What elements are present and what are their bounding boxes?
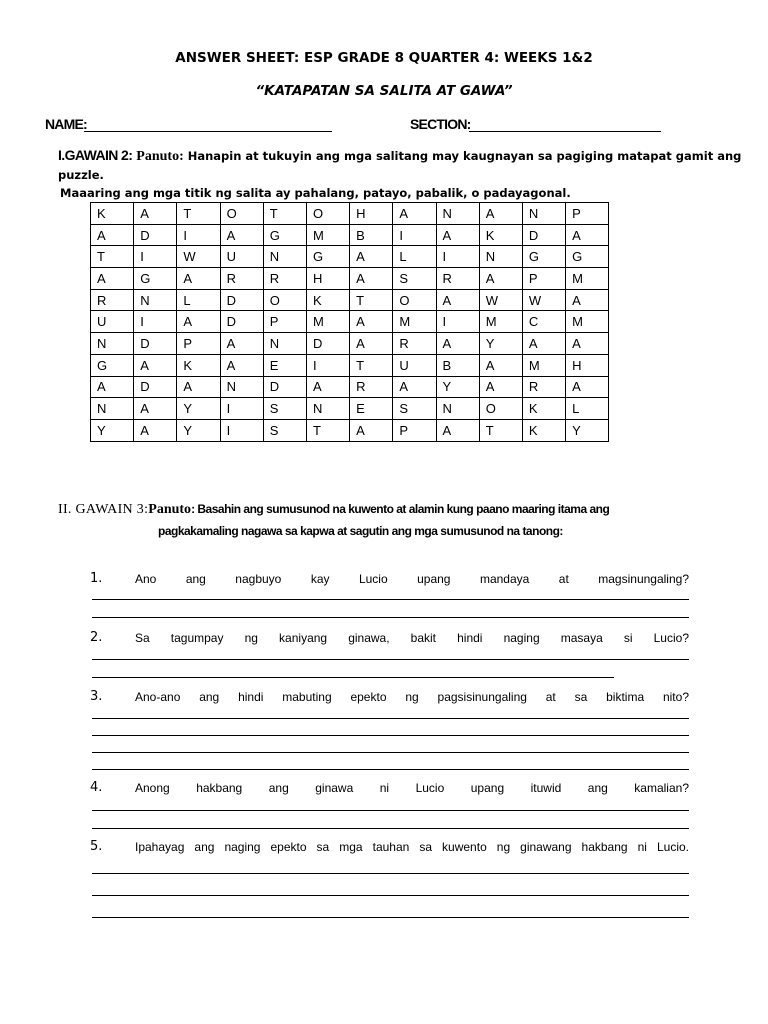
puzzle-cell[interactable]: I [220,419,263,441]
puzzle-cell[interactable]: Y [177,398,220,420]
puzzle-cell[interactable]: A [134,354,177,376]
puzzle-cell[interactable]: A [566,376,609,398]
puzzle-cell[interactable]: G [566,246,609,268]
answer-line[interactable] [92,828,689,829]
puzzle-cell[interactable]: A [134,398,177,420]
puzzle-row [91,333,609,355]
question-number: 5. [90,839,103,854]
puzzle-row [91,419,609,441]
puzzle-cell[interactable]: N [134,289,177,311]
puzzle-cell[interactable]: A [566,224,609,246]
puzzle-cell[interactable]: D [306,333,349,355]
puzzle-cell[interactable]: U [220,246,263,268]
puzzle-cell[interactable]: P [522,268,565,290]
question-text: Ano-ano ang hindi mabuting epekto ng pagsisinungaling at sa biktima nito? [135,690,689,704]
puzzle-cell[interactable]: W [522,289,565,311]
puzzle-cell[interactable]: B [436,354,479,376]
section1-instruction-line2: Maaaring ang mga titik ng salita ay pahalang, patayo, pabalik, o padayagonal. [60,186,571,200]
puzzle-cell[interactable]: T [263,203,306,225]
puzzle-cell[interactable]: N [479,246,522,268]
puzzle-cell[interactable]: R [393,333,436,355]
puzzle-cell[interactable]: M [306,311,349,333]
question-number: 4. [90,780,103,795]
question-number: 2. [90,630,103,645]
puzzle-cell[interactable]: N [263,246,306,268]
answer-line[interactable] [92,718,689,719]
puzzle-cell[interactable]: R [436,268,479,290]
puzzle-cell[interactable]: A [91,268,134,290]
puzzle-cell[interactable]: I [134,311,177,333]
question-text: Sa tagumpay ng kaniyang ginawa, bakit hindi naging masaya si Lucio? [135,631,689,645]
puzzle-cell[interactable]: A [220,224,263,246]
puzzle-cell[interactable]: A [91,376,134,398]
puzzle-row [91,268,609,290]
answer-line[interactable] [92,873,689,874]
puzzle-cell[interactable]: A [479,354,522,376]
puzzle-cell[interactable]: Y [177,419,220,441]
puzzle-cell[interactable]: N [436,203,479,225]
puzzle-row [91,246,609,268]
puzzle-cell[interactable]: A [436,419,479,441]
puzzle-cell[interactable]: M [522,354,565,376]
puzzle-row [91,224,609,246]
puzzle-cell[interactable]: T [306,419,349,441]
puzzle-cell[interactable]: I [220,398,263,420]
answer-line[interactable] [92,735,689,736]
puzzle-cell[interactable]: A [177,268,220,290]
puzzle-cell[interactable]: T [479,419,522,441]
page-title: ANSWER SHEET: ESP GRADE 8 QUARTER 4: WEEKS 1&2 [175,50,593,66]
puzzle-cell[interactable]: A [220,333,263,355]
puzzle-cell[interactable]: M [566,311,609,333]
name-field[interactable] [84,131,332,132]
puzzle-cell[interactable]: S [393,268,436,290]
puzzle-cell[interactable]: D [220,311,263,333]
puzzle-cell[interactable]: O [306,203,349,225]
section2-instructions [58,500,738,538]
puzzle-cell[interactable]: N [91,333,134,355]
puzzle-cell[interactable]: A [350,333,393,355]
puzzle-cell[interactable]: N [220,376,263,398]
puzzle-row [91,376,609,398]
page-subtitle: “KATAPATAN SA SALITA AT GAWA” [255,83,513,99]
puzzle-cell[interactable]: A [566,289,609,311]
answer-line[interactable] [92,810,689,811]
puzzle-cell[interactable]: N [436,398,479,420]
puzzle-cell[interactable]: P [177,333,220,355]
puzzle-cell[interactable]: N [91,398,134,420]
puzzle-cell[interactable]: M [306,224,349,246]
puzzle-cell[interactable]: T [91,246,134,268]
puzzle-cell[interactable]: A [134,419,177,441]
puzzle-cell[interactable]: S [263,398,306,420]
puzzle-cell[interactable]: U [393,354,436,376]
puzzle-row [91,289,609,311]
puzzle-cell[interactable]: O [263,289,306,311]
puzzle-cell[interactable]: Y [436,376,479,398]
answer-line[interactable] [92,895,689,896]
puzzle-cell[interactable]: A [91,224,134,246]
puzzle-cell[interactable]: Y [91,419,134,441]
word-search-puzzle [90,202,609,442]
puzzle-cell[interactable]: K [479,224,522,246]
puzzle-cell[interactable]: A [566,333,609,355]
puzzle-cell[interactable]: G [134,268,177,290]
puzzle-cell[interactable]: A [220,354,263,376]
puzzle-cell[interactable]: S [263,419,306,441]
puzzle-cell[interactable]: C [522,311,565,333]
puzzle-cell[interactable]: M [393,311,436,333]
puzzle-cell[interactable]: I [436,246,479,268]
puzzle-cell[interactable]: R [263,268,306,290]
puzzle-cell[interactable]: N [522,203,565,225]
puzzle-cell[interactable]: A [177,311,220,333]
puzzle-cell[interactable]: R [350,376,393,398]
puzzle-cell[interactable]: A [350,311,393,333]
question-text: Ano ang nagbuyo kay Lucio upang mandaya at magsinungaling? [135,572,689,586]
puzzle-cell[interactable]: A [393,376,436,398]
puzzle-cell[interactable]: A [306,376,349,398]
question-text: Ipahayag ang naging epekto sa mga tauhan sa kuwento ng ginawang hakbang ni Lucio. [135,840,689,854]
section-field[interactable] [469,131,661,132]
puzzle-cell[interactable]: G [306,246,349,268]
puzzle-cell[interactable]: A [350,268,393,290]
puzzle-cell[interactable]: W [479,289,522,311]
puzzle-cell[interactable]: A [436,333,479,355]
puzzle-cell[interactable]: D [220,289,263,311]
puzzle-cell[interactable]: S [393,398,436,420]
section1-instructions [58,146,748,202]
answer-line[interactable] [92,599,689,600]
puzzle-cell[interactable]: N [306,398,349,420]
question-number: 3. [90,689,103,704]
section2-instruction-line2: pagkakamaling nagawa sa kapwa at sagutin ang mga sumusunod na tanong: [158,524,563,538]
puzzle-cell[interactable]: K [91,203,134,225]
puzzle-row [91,203,609,225]
puzzle-cell[interactable]: K [177,354,220,376]
answer-line[interactable] [92,677,614,678]
puzzle-cell[interactable]: B [350,224,393,246]
puzzle-cell[interactable]: O [393,289,436,311]
puzzle-cell[interactable]: K [522,398,565,420]
puzzle-cell[interactable]: R [91,289,134,311]
puzzle-cell[interactable]: G [91,354,134,376]
puzzle-cell[interactable]: D [134,333,177,355]
section2-panuto: Panuto [148,502,192,517]
puzzle-cell[interactable]: I [306,354,349,376]
puzzle-cell[interactable]: G [263,224,306,246]
puzzle-cell[interactable]: Y [479,333,522,355]
puzzle-cell[interactable]: R [522,376,565,398]
puzzle-cell[interactable]: H [350,203,393,225]
puzzle-cell[interactable]: L [566,398,609,420]
puzzle-cell[interactable]: E [350,398,393,420]
puzzle-cell[interactable]: W [177,246,220,268]
puzzle-cell[interactable]: A [350,419,393,441]
puzzle-cell[interactable]: A [436,289,479,311]
puzzle-cell[interactable]: P [393,419,436,441]
answer-line[interactable] [92,769,689,770]
question-number: 1. [90,571,103,586]
puzzle-cell[interactable]: A [436,224,479,246]
question-text: Anong hakbang ang ginawa ni Lucio upang ituwid ang kamalian? [135,781,689,795]
answer-line[interactable] [92,617,689,618]
puzzle-cell[interactable]: E [263,354,306,376]
puzzle-cell[interactable]: K [522,419,565,441]
puzzle-cell[interactable]: A [479,203,522,225]
puzzle-cell[interactable]: G [522,246,565,268]
puzzle-cell[interactable]: D [134,376,177,398]
puzzle-cell[interactable]: N [263,333,306,355]
puzzle-cell[interactable]: L [177,289,220,311]
puzzle-cell[interactable]: T [177,203,220,225]
puzzle-cell[interactable]: A [479,376,522,398]
puzzle-cell[interactable]: A [522,333,565,355]
answer-line[interactable] [92,752,689,753]
answer-line[interactable] [92,917,689,918]
puzzle-cell[interactable]: P [566,203,609,225]
puzzle-cell[interactable]: I [436,311,479,333]
name-label: NAME: [45,116,87,132]
puzzle-cell[interactable]: O [479,398,522,420]
puzzle-cell[interactable]: I [393,224,436,246]
section2-label: II. GAWAIN 3: [58,502,149,517]
section1-instruction-line1: Hanapin at tukuyin ang mga salitang may kaugnayan sa pagiging matapat gamit ang puzzle. [58,149,742,182]
puzzle-cell[interactable]: D [263,376,306,398]
puzzle-cell[interactable]: M [479,311,522,333]
puzzle-cell[interactable]: H [566,354,609,376]
puzzle-row [91,398,609,420]
puzzle-cell[interactable]: A [134,203,177,225]
section1-panuto: Panuto: [136,149,184,164]
puzzle-cell[interactable]: L [393,246,436,268]
puzzle-row [91,354,609,376]
puzzle-cell[interactable]: A [350,246,393,268]
puzzle-cell[interactable]: H [306,268,349,290]
puzzle-cell[interactable]: D [522,224,565,246]
puzzle-cell[interactable]: Y [566,419,609,441]
section-label: SECTION: [410,116,471,132]
puzzle-cell[interactable]: T [350,289,393,311]
puzzle-cell[interactable]: A [479,268,522,290]
puzzle-cell[interactable]: U [91,311,134,333]
puzzle-cell[interactable]: A [177,376,220,398]
puzzle-cell[interactable]: R [220,268,263,290]
puzzle-cell[interactable]: D [134,224,177,246]
puzzle-cell[interactable]: K [306,289,349,311]
puzzle-cell[interactable]: I [134,246,177,268]
puzzle-cell[interactable]: M [566,268,609,290]
section1-label: I.GAWAIN 2: [58,147,133,163]
puzzle-cell[interactable]: O [220,203,263,225]
puzzle-cell[interactable]: P [263,311,306,333]
puzzle-cell[interactable]: I [177,224,220,246]
puzzle-cell[interactable]: T [350,354,393,376]
answer-line[interactable] [92,659,689,660]
section2-instruction-line1: : Basahin ang sumusunod na kuwento at alamin kung paano maaring itama ang [191,502,610,516]
puzzle-cell[interactable]: A [393,203,436,225]
puzzle-row [91,311,609,333]
